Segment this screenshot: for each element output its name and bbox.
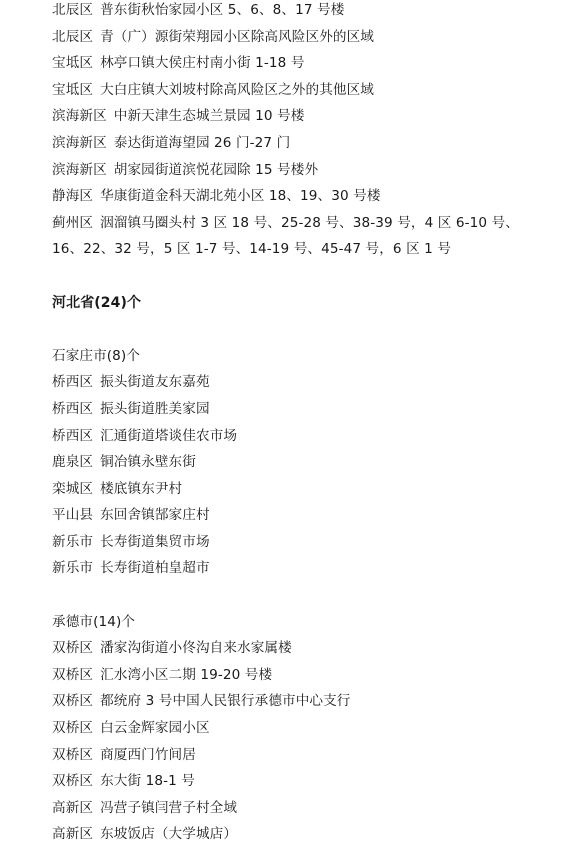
risk-area-document — [52, 0, 566, 848]
list-item — [52, 662, 566, 689]
location-text: 潘家沟街道小佟沟自来水家属楼 — [100, 640, 292, 657]
location-text: 青（广）源街荣翔园小区除高风险区外的区域 — [100, 28, 374, 45]
list-item — [52, 821, 566, 848]
list-item — [52, 555, 566, 582]
location-text: 冯营子镇闫营子村全域 — [100, 799, 238, 816]
district-name: 蓟州区 — [52, 214, 94, 231]
district-name: 新乐市 — [52, 533, 94, 550]
district-name: 静海区 — [52, 188, 94, 205]
location-text: 华康街道金科天湖北苑小区 18、19、30 号楼 — [100, 188, 381, 205]
district-name: 新乐市 — [52, 560, 94, 577]
district-name: 滨海新区 — [52, 108, 107, 125]
district-name: 高新区 — [52, 799, 94, 816]
district-name: 双桥区 — [52, 773, 94, 790]
district-name: 宝坻区 — [52, 55, 94, 72]
spacer — [52, 316, 566, 343]
list-item — [52, 529, 566, 556]
district-name: 桥西区 — [52, 400, 94, 417]
location-text: 林亭口镇大侯庄村南小街 1-18 号 — [100, 55, 305, 72]
location-text: 东坡饭店（大学城店） — [100, 826, 238, 843]
location-text: 洇溜镇马圈头村 3 区 18 号、25-28 号、38-39 号，4 区 6-10 号、 — [100, 214, 519, 231]
list-item — [52, 183, 566, 210]
district-name: 高新区 — [52, 826, 94, 843]
location-text: 长寿街道柏皇超市 — [100, 560, 210, 577]
district-name: 滨海新区 — [52, 161, 107, 178]
location-text: 泰达街道海望园 26 门-27 门 — [113, 134, 291, 151]
list-item — [52, 449, 566, 476]
list-item — [52, 715, 566, 742]
city-heading: 石家庄市(8)个 — [52, 347, 141, 364]
district-name: 北辰区 — [52, 2, 94, 18]
location-text: 白云金辉家园小区 — [100, 720, 210, 737]
location-text: 胡家园街道滨悦花园除 15 号楼外 — [113, 161, 319, 178]
list-item — [52, 210, 566, 237]
district-name: 滨海新区 — [52, 134, 107, 151]
list-item — [52, 688, 566, 715]
district-name: 桥西区 — [52, 427, 94, 444]
list-item — [52, 369, 566, 396]
location-text: 振头街道胜美家园 — [100, 400, 210, 417]
location-text: 铜冶镇永壁东街 — [100, 454, 196, 471]
location-text: 楼底镇东尹村 — [100, 480, 183, 497]
district-name: 双桥区 — [52, 746, 94, 763]
district-name: 双桥区 — [52, 693, 94, 710]
list-item — [52, 795, 566, 822]
location-text: 都统府 3 号中国人民银行承德市中心支行 — [100, 693, 351, 710]
list-item — [52, 742, 566, 769]
location-text: 振头街道友东嘉苑 — [100, 374, 210, 391]
location-text: 长寿街道集贸市场 — [100, 533, 210, 550]
location-text: 中新天津生态城兰景园 10 号楼 — [113, 108, 305, 125]
list-item — [52, 396, 566, 423]
list-item — [52, 50, 566, 77]
location-text: 汇通街道塔谈佳农市场 — [100, 427, 238, 444]
location-text: 16、22、32 号，5 区 1-7 号、14-19 号、45-47 号，6 区 1 号 — [52, 241, 452, 258]
location-text: 东回舍镇郜家庄村 — [100, 507, 210, 524]
list-item — [52, 502, 566, 529]
list-item — [52, 423, 566, 450]
district-name: 北辰区 — [52, 28, 94, 45]
list-item — [52, 476, 566, 503]
list-item — [52, 0, 566, 24]
list-item — [52, 768, 566, 795]
location-text: 汇水湾小区二期 19-20 号楼 — [100, 666, 273, 683]
location-text: 普东街秋怡家园小区 5、6、8、17 号楼 — [100, 2, 345, 18]
district-name: 平山县 — [52, 507, 94, 524]
list-item — [52, 24, 566, 51]
list-item — [52, 77, 566, 104]
list-item — [52, 635, 566, 662]
location-text: 商厦西门竹间居 — [100, 746, 196, 763]
district-name: 双桥区 — [52, 720, 94, 737]
spacer — [52, 263, 566, 290]
district-name: 双桥区 — [52, 640, 94, 657]
district-name: 栾城区 — [52, 480, 94, 497]
spacer — [52, 582, 566, 609]
list-item — [52, 157, 566, 184]
district-name: 鹿泉区 — [52, 454, 94, 471]
list-item — [52, 130, 566, 157]
list-item-continuation — [52, 236, 566, 263]
location-text: 大白庄镇大刘坡村除高风险区之外的其他区域 — [100, 81, 374, 98]
district-name: 宝坻区 — [52, 81, 94, 98]
location-text: 东大街 18-1 号 — [100, 773, 195, 790]
city-heading: 承德市(14)个 — [52, 613, 136, 630]
list-item — [52, 103, 566, 130]
province-heading: 河北省(24)个 — [52, 294, 142, 311]
district-name: 桥西区 — [52, 374, 94, 391]
district-name: 双桥区 — [52, 666, 94, 683]
